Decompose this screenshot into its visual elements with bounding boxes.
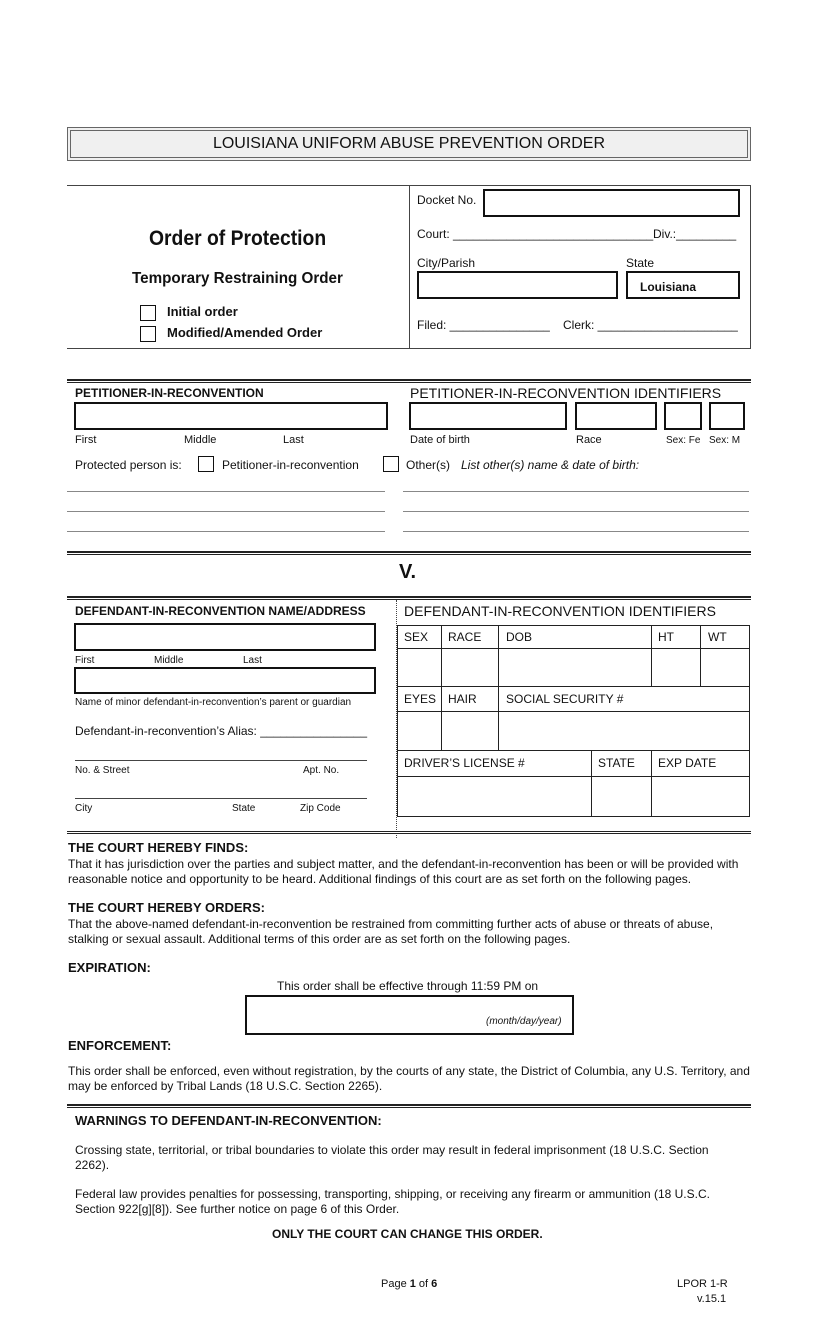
petitioner-sex-m-input[interactable] xyxy=(709,402,745,430)
dob-header: DOB xyxy=(506,630,533,644)
petitioner-sex-m-label: Sex: M xyxy=(709,435,741,446)
protected-others-label: Other(s) xyxy=(406,458,451,472)
page-total: 6 xyxy=(431,1278,438,1290)
petitioner-middle-label: Middle xyxy=(184,434,217,446)
protected-petitioner-label: Petitioner-in-reconvention xyxy=(222,458,359,472)
order-subtitle: Temporary Restraining Order xyxy=(132,270,343,287)
form-title: LOUISIANA UNIFORM ABUSE PREVENTION ORDER xyxy=(70,130,748,158)
warning-paragraph-2: Federal law provides penalties for possessing, transporting, shipping, or receiving any firearm or ammunition (18 U.S.C. Section 922[g][8]). See further notice on page 6 of this Order. xyxy=(75,1187,710,1216)
sex-header: SEX xyxy=(404,630,429,644)
filed-label: Filed: _______________ xyxy=(417,318,550,332)
protected-petitioner-checkbox[interactable] xyxy=(198,456,214,472)
protected-person-label: Protected person is: xyxy=(75,458,182,472)
hair-header: HAIR xyxy=(448,692,477,706)
court-label: Court: ______________________________ xyxy=(417,227,654,241)
city-label: City xyxy=(75,803,93,814)
wt-header: WT xyxy=(708,630,727,644)
petitioner-dob-label: Date of birth xyxy=(410,434,470,446)
state-label: State xyxy=(626,256,655,270)
warning-paragraph-1: Crossing state, territorial, or tribal boundaries to violate this order may result in federal imprisonment (18 U.S.C. Section 2262). xyxy=(75,1143,709,1172)
drivers-license-header: DRIVER’S LICENSE # xyxy=(404,756,525,770)
order-title: Order of Protection xyxy=(149,227,327,250)
expiration-date-hint: (month/day/year) xyxy=(486,1016,562,1027)
petitioner-identifiers-heading: PETITIONER-IN-RECONVENTION IDENTIFIERS xyxy=(410,385,722,401)
docket-number-input[interactable] xyxy=(483,189,740,217)
orders-heading: THE COURT HEREBY ORDERS: xyxy=(68,900,265,915)
exp-date-header: EXP DATE xyxy=(658,756,717,770)
page-number xyxy=(381,1278,437,1290)
others-line[interactable] xyxy=(403,491,749,492)
petitioner-first-label: First xyxy=(75,434,97,446)
defendant-name-input[interactable] xyxy=(74,623,376,651)
petitioner-name-input[interactable] xyxy=(74,402,388,430)
street-label: No. & Street xyxy=(75,765,130,776)
form-code: LPOR 1-R xyxy=(677,1278,728,1290)
protected-others-checkbox[interactable] xyxy=(383,456,399,472)
petitioner-dob-input[interactable] xyxy=(409,402,567,430)
petitioner-race-input[interactable] xyxy=(575,402,657,430)
page-current: 1 xyxy=(409,1278,416,1290)
petitioner-race-label: Race xyxy=(576,434,602,446)
enforcement-heading: ENFORCEMENT: xyxy=(68,1038,172,1053)
defendant-first-label: First xyxy=(75,655,95,666)
others-line[interactable] xyxy=(403,511,749,512)
defendant-heading: DEFENDANT-IN-RECONVENTION NAME/ADDRESS xyxy=(75,604,366,618)
docket-label: Docket No. xyxy=(417,193,477,207)
petitioner-last-label: Last xyxy=(283,434,304,446)
zip-label: Zip Code xyxy=(300,803,341,814)
form-version: v.15.1 xyxy=(697,1293,727,1305)
clerk-label: Clerk: _____________________ xyxy=(563,318,738,332)
address-state-label: State xyxy=(232,803,256,814)
findings-text: That it has jurisdiction over the parties and subject matter, and the defendant-in-reconvention has been or will be provided with reasonable notice and opportunity to be heard. Additional findings of this court are as set forth on the following pages. xyxy=(68,857,739,886)
state-field xyxy=(626,271,740,299)
others-line[interactable] xyxy=(403,531,749,532)
page-prefix: Page xyxy=(381,1278,410,1290)
findings-heading: THE COURT HEREBY FINDS: xyxy=(68,840,249,855)
expiration-date-input[interactable] xyxy=(245,995,574,1035)
street-line[interactable] xyxy=(75,760,367,761)
city-parish-input[interactable] xyxy=(417,271,618,299)
apt-label: Apt. No. xyxy=(303,765,340,776)
ht-header: HT xyxy=(658,630,674,644)
orders-text: That the above-named defendant-in-reconvention be restrained from committing further acts of abuse or threats of abuse, stalking or sexual assault. Additional terms of this order are as set forth on the following pages. xyxy=(68,917,714,946)
initial-order-checkbox[interactable] xyxy=(140,305,156,321)
expiration-heading: EXPIRATION: xyxy=(68,960,151,975)
petitioner-heading: PETITIONER-IN-RECONVENTION xyxy=(75,386,264,400)
city-parish-label: City/Parish xyxy=(417,256,476,270)
dl-state-header: STATE xyxy=(598,756,635,770)
modified-order-checkbox[interactable] xyxy=(140,326,156,342)
form-title-box xyxy=(67,127,751,161)
guardian-name-input[interactable] xyxy=(74,667,376,694)
defendant-last-label: Last xyxy=(243,655,262,666)
div-label: Div.:_________ xyxy=(653,227,737,241)
page-of: of xyxy=(415,1278,432,1290)
race-header: RACE xyxy=(448,630,482,644)
expiration-text: This order shall be effective through 11:59 PM on xyxy=(277,979,539,993)
petitioner-sex-fe-input[interactable] xyxy=(664,402,702,430)
versus-label: V. xyxy=(399,561,417,583)
initial-order-label: Initial order xyxy=(167,304,238,319)
defendant-identifiers-heading: DEFENDANT-IN-RECONVENTION IDENTIFIERS xyxy=(404,603,716,619)
eyes-header: EYES xyxy=(404,692,437,706)
others-hint: List other(s) name & date of birth: xyxy=(461,458,640,472)
modified-order-label: Modified/Amended Order xyxy=(167,325,323,340)
defendant-middle-label: Middle xyxy=(154,655,184,666)
others-line[interactable] xyxy=(67,531,385,532)
ssn-header: SOCIAL SECURITY # xyxy=(506,692,624,706)
closing-notice: ONLY THE COURT CAN CHANGE THIS ORDER. xyxy=(272,1227,543,1241)
warnings-heading: WARNINGS TO DEFENDANT-IN-RECONVENTION: xyxy=(75,1113,382,1128)
others-line[interactable] xyxy=(67,491,385,492)
guardian-label: Name of minor defendant-in-reconvention’s parent or guardian xyxy=(75,697,352,708)
alias-label: Defendant-in-reconvention’s Alias: ________________ xyxy=(75,724,368,738)
state-value: Louisiana xyxy=(640,280,697,294)
city-line[interactable] xyxy=(75,798,367,799)
petitioner-sex-fe-label: Sex: Fe xyxy=(666,435,701,446)
others-line[interactable] xyxy=(67,511,385,512)
enforcement-text: This order shall be enforced, even without registration, by the courts of any state, the District of Columbia, any U.S. Territory, and may be enforced by Tribal Lands (18 U.S.C. Section 2265). xyxy=(68,1064,750,1093)
